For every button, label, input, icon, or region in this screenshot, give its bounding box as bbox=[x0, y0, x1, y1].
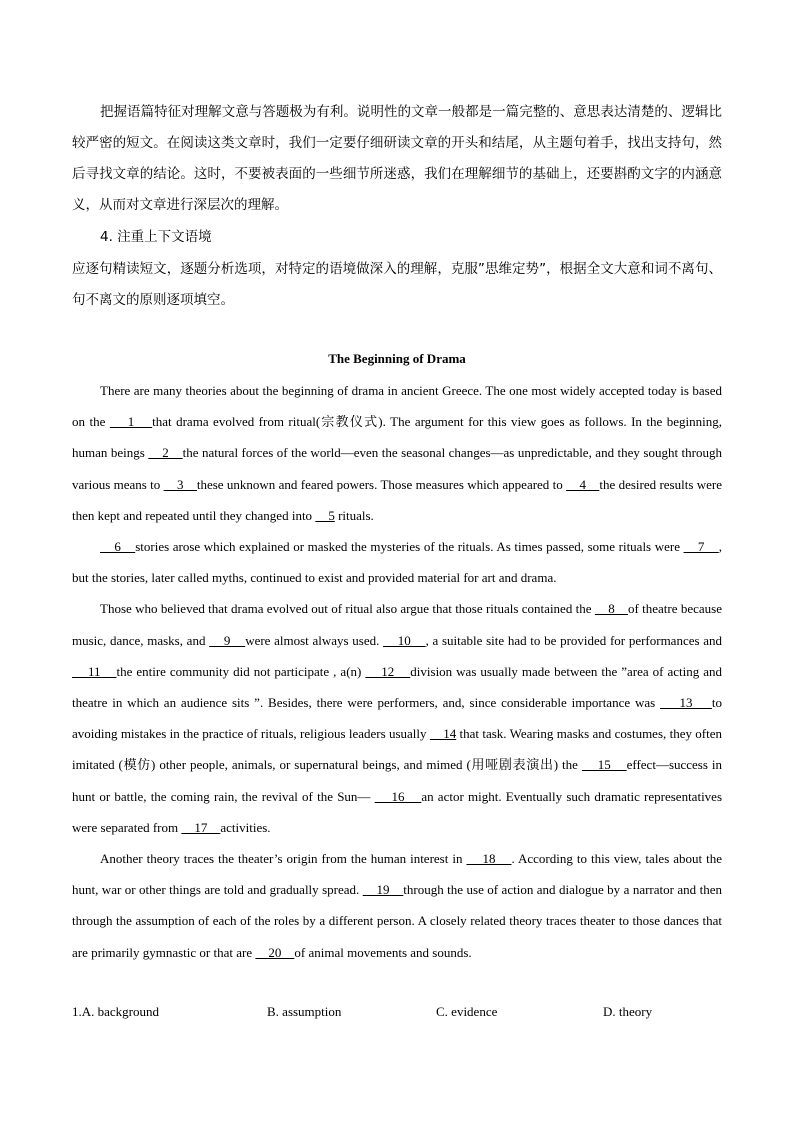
text: that drama evolved from ritual(宗教仪式). The argument for this view goes as follows. In the beginning, human beings bbox=[72, 414, 723, 461]
option-c[interactable]: C. evidence bbox=[436, 1004, 498, 1019]
option-b[interactable]: B. assumption bbox=[267, 1004, 342, 1019]
text: stories arose which explained or masked the mysteries of the rituals. As times passed, some rituals were bbox=[135, 539, 684, 555]
text: . According to this view, tales about the hunt, war or other things are told and gradually spread. bbox=[72, 851, 723, 898]
text: of theatre because music, dance, masks, and bbox=[72, 601, 722, 648]
text: , but the stories, later called myths, continued to exist and provided material for art and drama. bbox=[72, 539, 723, 586]
blank-3: 3 bbox=[163, 476, 197, 492]
text: the natural forces of the world—even the seasonal changes—as unpredictable, and they sought through various means to bbox=[72, 445, 722, 492]
text: There are many theories about the beginning of drama in ancient Greece. The one most widely accepted today is based on the bbox=[72, 383, 722, 430]
tip-heading: 4. 注重上下文语境 bbox=[100, 229, 212, 245]
passage-paragraph-4 bbox=[72, 843, 722, 968]
blank-20: 20 bbox=[255, 944, 295, 960]
blank-9: 9 bbox=[209, 632, 246, 648]
tip-text: 应逐句精读短文，逐题分析选项，对特定的语境做深入的理解，克服”思维定势”，根据全文大意和词不离句、句不离文的原则逐项填空。 bbox=[72, 261, 722, 308]
text: effect—success in hunt or battle, the coming rain, the revival of the Sun— bbox=[72, 757, 722, 804]
text: that task. Wearing masks and costumes, they often imitated (模仿) other people, animals, or supernatural beings, and mimed (用哑剧表演出) the bbox=[72, 726, 723, 773]
blank-2: 2 bbox=[148, 445, 183, 461]
blank-7: 7 bbox=[683, 539, 719, 555]
text: through the use of action and dialogue by a narrator and then through the assumption of each of the roles by a different person. A closely related theory traces theater to those dances that are primarily gymnastic or that are bbox=[72, 882, 723, 960]
option-d[interactable]: D. theory bbox=[603, 1004, 653, 1019]
passage-body bbox=[72, 375, 722, 968]
text: of animal movements and sounds. bbox=[294, 944, 472, 960]
text: were almost always used. bbox=[245, 632, 384, 648]
option-a[interactable]: 1.A. background bbox=[72, 1004, 160, 1019]
text: Another theory traces the theater’s origin from the human interest in bbox=[100, 851, 467, 867]
passage-paragraph-2 bbox=[72, 531, 722, 593]
blank-15: 15 bbox=[581, 757, 627, 773]
blank-19: 19 bbox=[362, 882, 404, 898]
blank-4: 4 bbox=[566, 476, 600, 492]
text: Those who believed that drama evolved out of ritual also argue that those rituals contained the bbox=[100, 601, 595, 617]
blank-16: 16 bbox=[374, 788, 422, 804]
passage-paragraph-1 bbox=[72, 375, 722, 531]
strategy-paragraph bbox=[72, 97, 722, 221]
blank-8: 8 bbox=[594, 601, 628, 617]
strategy-text: 把握语篇特征对理解文意与答题极为有利。说明性的文章一般都是一篇完整的、意思表达清楚的、逻辑比较严密的短文。在阅读这类文章时，我们一定要仔细研读文章的开头和结尾，从主题句着手，找出支持句，然后寻找文章的结论。这时，不要被表面的一些细节所迷惑，我们在理解细节的基础上，还要斟酌文字的内涵意义，从而对文章进行深层次的理解。 bbox=[72, 104, 722, 213]
blank-11: 11 bbox=[72, 663, 117, 679]
blank-18: 18 bbox=[466, 851, 512, 867]
text: the desired results were then kept and repeated until they changed into bbox=[72, 476, 722, 523]
blank-5: 5 bbox=[315, 507, 335, 523]
text: activities. bbox=[220, 819, 271, 835]
text: rituals. bbox=[334, 507, 374, 523]
passage-title: The Beginning of Drama bbox=[328, 351, 466, 366]
text: division was usually made between the ”area of acting and theatre in which an audience sits ”. Besides, there were performers, and, since considerable importance was bbox=[72, 663, 722, 711]
blank-1: 1 bbox=[109, 414, 153, 430]
text: to avoiding mistakes in the practice of rituals, religious leaders usually bbox=[72, 695, 722, 742]
blank-12: 12 bbox=[365, 663, 411, 679]
blank-17: 17 bbox=[181, 819, 221, 835]
tip-paragraph bbox=[72, 254, 722, 316]
text: the entire community did not participate , a(n) bbox=[116, 663, 366, 679]
blank-13: 13 bbox=[660, 695, 712, 711]
blank-14: 14 bbox=[429, 726, 457, 742]
blank-10: 10 bbox=[383, 632, 426, 648]
text: these unknown and feared powers. Those measures which appeared to bbox=[196, 476, 567, 492]
question-1-options bbox=[72, 1004, 722, 1026]
text: an actor might. Eventually such dramatic representatives were separated from bbox=[72, 788, 723, 835]
text: , a suitable site had to be provided for performances and bbox=[425, 632, 723, 648]
blank-6: 6 bbox=[100, 539, 136, 555]
passage-paragraph-3 bbox=[72, 593, 722, 843]
